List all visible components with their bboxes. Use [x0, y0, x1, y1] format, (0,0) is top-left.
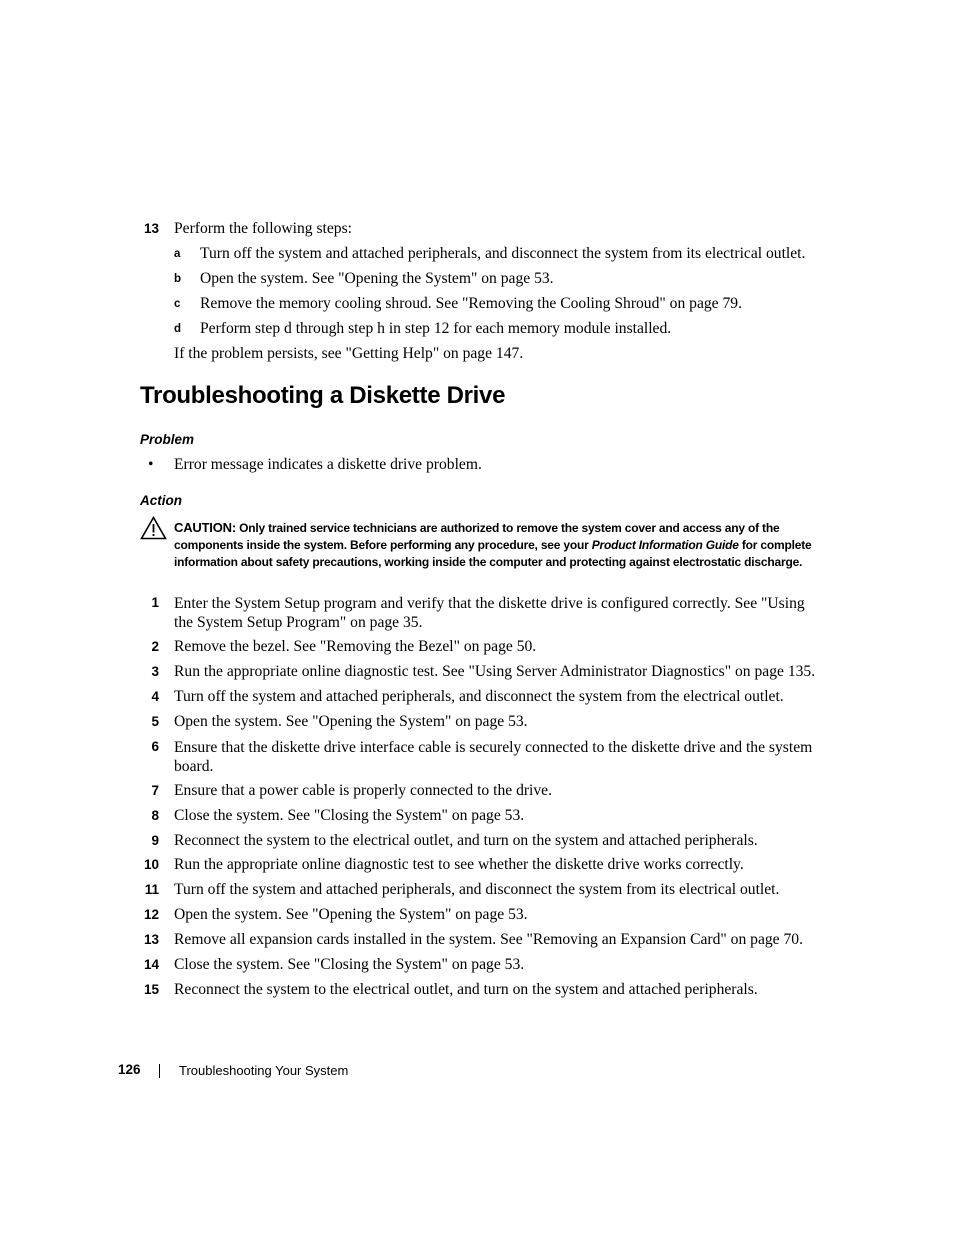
step-number: 8	[151, 808, 159, 823]
step-text: Open the system. See "Opening the System" on page 53.	[174, 906, 528, 923]
step-text: Run the appropriate online diagnostic test to see whether the diskette drive works correctly.	[174, 856, 744, 873]
step-text: Reconnect the system to the electrical outlet, and turn on the system and attached peripherals.	[174, 981, 758, 998]
step-number: 7	[151, 783, 159, 798]
step-text: Reconnect the system to the electrical outlet, and turn on the system and attached peripherals.	[174, 832, 758, 849]
page-number: 126	[118, 1062, 141, 1077]
bullet: •	[148, 456, 154, 473]
step-text: Turn off the system and attached peripherals, and disconnect the system from the electrical outlet.	[174, 688, 784, 705]
substep-letter: d	[174, 323, 182, 335]
step-text: Ensure that a power cable is properly connected to the drive.	[174, 782, 553, 799]
step-number: 3	[151, 664, 159, 679]
substep-letter: a	[174, 248, 181, 260]
caution-text: for complete information about safety precautions, working inside the computer and protecting against electrostatic discharge.	[174, 538, 812, 569]
caution-notice	[174, 519, 819, 571]
followup-text: If the problem persists, see "Getting Help" on page 147.	[174, 345, 524, 362]
step-number: 4	[151, 689, 159, 704]
caution-reference: Product Information Guide	[591, 538, 739, 552]
chapter-title: Troubleshooting Your System	[179, 1063, 349, 1078]
step-text: Open the system. See "Opening the System" on page 53.	[174, 713, 528, 730]
substep-text: Turn off the system and attached peripherals, and disconnect the system from its electrical outlet.	[200, 245, 806, 262]
substep-text: Open the system. See "Opening the System" on page 53.	[200, 270, 554, 287]
caution-label: CAUTION:	[174, 520, 236, 535]
step-number: 5	[151, 714, 159, 729]
step-text: Close the system. See "Closing the System" on page 53.	[174, 956, 525, 973]
step-number: 11	[144, 882, 159, 897]
substep-letter: b	[174, 273, 182, 285]
step-text: Close the system. See "Closing the System" on page 53.	[174, 807, 525, 824]
step-text: Enter the System Setup program and verify that the diskette drive is configured correctly. See "Using the System Setup Program" on page 35.	[174, 595, 805, 631]
substep-letter: c	[174, 298, 181, 310]
step-text: Turn off the system and attached peripherals, and disconnect the system from its electrical outlet.	[174, 881, 780, 898]
page-title: Troubleshooting a Diskette Drive	[140, 382, 506, 409]
step-text: Perform the following steps:	[174, 220, 353, 237]
caution-text: Only trained service technicians are authorized to remove the system cover and access any of the components inside the system. Before performing any procedure, see your	[174, 521, 780, 552]
step-text: Remove the bezel. See "Removing the Bezel" on page 50.	[174, 638, 537, 655]
step-text: Ensure that the diskette drive interface cable is securely connected to the diskette drive and the system board.	[174, 739, 813, 775]
action-heading: Action	[140, 493, 182, 508]
step-number: 9	[151, 833, 159, 848]
step-number: 14	[143, 957, 159, 972]
footer-divider	[159, 1064, 160, 1078]
substep-text: Remove the memory cooling shroud. See "Removing the Cooling Shroud" on page 79.	[200, 295, 742, 312]
step-number: 6	[151, 739, 159, 754]
step-number: 2	[151, 639, 159, 654]
substep-text: Perform step d through step h in step 12 for each memory module installed.	[200, 320, 672, 337]
section-heading	[140, 382, 505, 410]
step-number: 10	[143, 857, 159, 872]
step-text: Remove all expansion cards installed in the system. See "Removing an Expansion Card" on page 70.	[174, 931, 803, 948]
step-text: Run the appropriate online diagnostic test. See "Using Server Administrator Diagnostics" on page 135.	[174, 663, 816, 680]
step-number: 12	[143, 907, 159, 922]
step-number: 15	[143, 982, 159, 997]
problem-heading: Problem	[140, 432, 195, 447]
step-number: 1	[151, 595, 159, 610]
step-number: 13	[143, 221, 159, 236]
warning-triangle-icon	[140, 516, 167, 540]
step-number: 13	[143, 932, 159, 947]
problem-text: Error message indicates a diskette drive problem.	[174, 456, 482, 473]
